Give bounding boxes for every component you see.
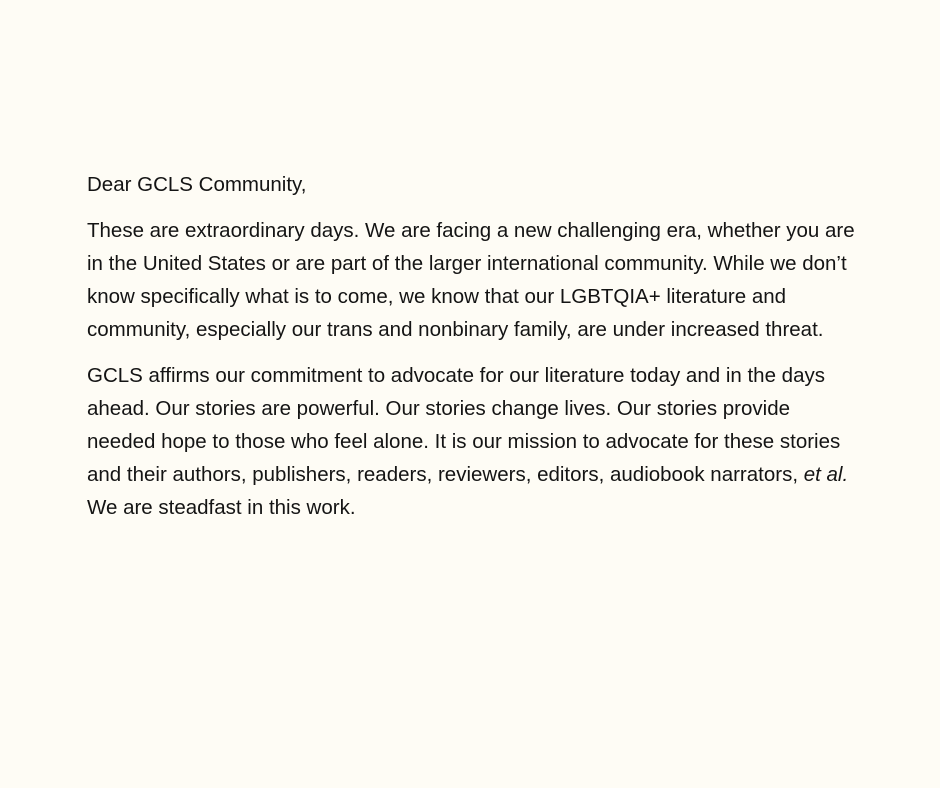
et-al-emphasis: et al.	[803, 463, 849, 486]
paragraph-commitment-lead: GCLS affirms our commitment to advocate for our literature today and in the days ahead. Our stories are powerful. Our stories change lives. Our stories provide needed hope to those who feel alone. It is our mission to advocate for these stories and their authors, publishers, readers, reviewers, editors, audiobook narrators,	[87, 364, 841, 486]
salutation: Dear GCLS Community,	[87, 173, 307, 196]
letter-body	[87, 168, 857, 537]
paragraph-commitment-tail: We are steadfast in this work.	[87, 496, 356, 519]
paragraph-commitment	[87, 359, 857, 524]
paragraph-threat: These are extraordinary days. We are facing a new challenging era, whether you are in the United States or are part of the larger international community. While we don’t know specifically what is to come, we know that our LGBTQIA+ literature and community, especially our trans and nonbinary family, are under increased threat.	[87, 219, 855, 341]
